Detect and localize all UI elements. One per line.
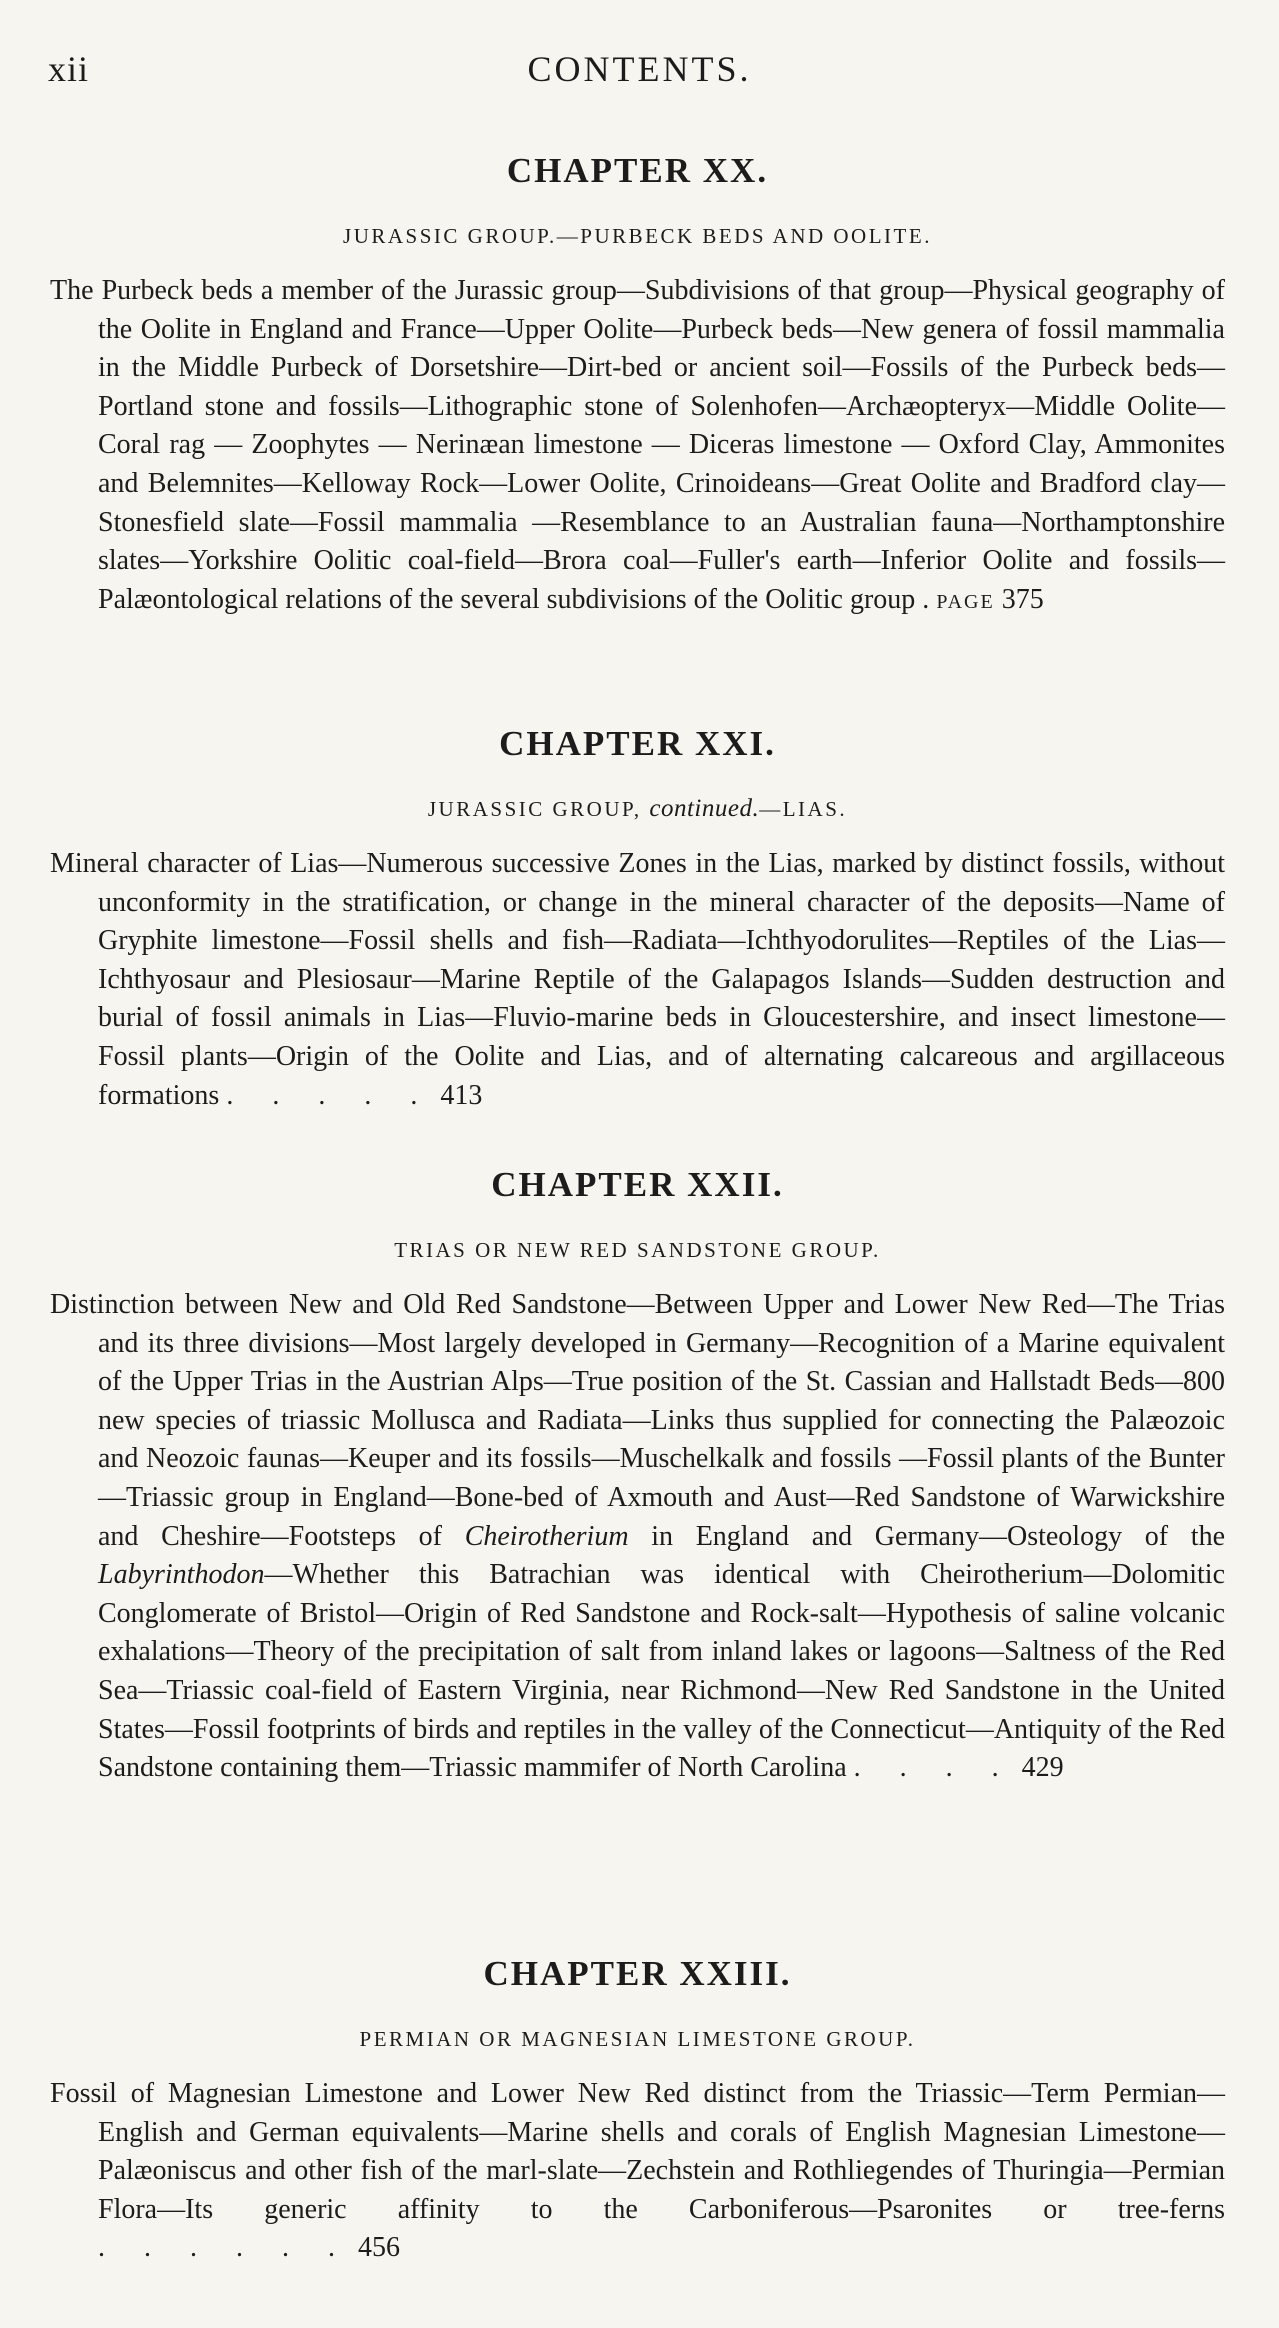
page-reference (854, 1752, 1064, 1783)
chapter-summary (50, 272, 1225, 621)
summary-text: Distinction between New and Old Red Sandstone—Between Upper and Lower New Red—The Trias and its three divisions—Most largely developed in Germany—Recognition of a Marine equivalent of the Upper Trias in the Austrian Alps—True position of the St. Cassian and Hallstadt Beds—800 new species of triassic Mollusca and Radiata—Links thus supplied for connecting the Palæozoic and Neozoic faunas—Keuper and its fossils—Muschelkalk and fossils —Fossil plants of the Bunter—Triassic group in England—Bone-bed of Axmouth and Aust—Red Sandstone of Warwickshire and Cheshire—Footsteps of (50, 1289, 1225, 1552)
page-number-ref: 375 (1001, 583, 1044, 615)
summary-text: Mineral character of Lias—Numerous successive Zones in the Lias, marked by distinct fossils, without unconformity in the stratification, or change in the mineral character of the deposits—Name of Gryphite limestone—Fossil shells and fish—Radiata—Ichthyodorulites—Reptiles of the Lias—Ichthyosaur and Plesiosaur—Marine Reptile of the Galapagos Islands—Sudden destruction and burial of fossil animals in Lias—Fluvio-marine beds in Gloucestershire, and insect limestone—Fossil plants—Origin of the Oolite and Lias, and of alternating calcareous and argillaceous formations (50, 848, 1225, 1111)
dot-leader: . . . . . (226, 1079, 434, 1111)
summary-text: in England and Germany—Osteology of the (628, 1520, 1225, 1552)
chapter-subtitle: PERMIAN OR MAGNESIAN LIMESTONE GROUP. (359, 2027, 916, 2051)
page-header (48, 40, 1231, 96)
chapter-title: CHAPTER XX. (506, 151, 769, 190)
summary-text: The Purbeck beds a member of the Jurassic group—Subdivisions of that group—Physical geography of the Oolite in England and France—Upper Oolite—Purbeck beds—New genera of fossil mammalia in the Middle Purbeck of Dorsetshire—Dirt-bed or ancient soil—Fossils of the Purbeck beds—Portland stone and fossils—Lithographic stone of Solenhofen—Archæopteryx—Middle Oolite—Coral rag — Zoophytes — Nerinæan limestone — Diceras limestone — Oxford Clay, Ammonites and Belemnites—Kelloway Rock—Lower Oolite, Crinoideans—Great Oolite and Bradford clay—Stonesfield slate—Fossil mammalia —Resemblance to an Australian fauna—Northamptonshire slates—Yorkshire Oolitic coal-field—Brora coal—Fuller's earth—Inferior Oolite and fossils—Palæontological relations of the several subdivisions of the Oolitic group . (50, 275, 1225, 615)
page-number-ref: 429 (1021, 1752, 1064, 1784)
chapter-subtitle (50, 795, 1225, 823)
running-head: CONTENTS. (527, 49, 752, 89)
chapter-summary (50, 845, 1225, 1115)
chapter-title: CHAPTER XXI. (499, 724, 776, 763)
summary-italic-term: Labyrinthodon (98, 1559, 265, 1591)
chapter-title: CHAPTER XXIII. (483, 1954, 792, 1993)
chapter-xxi (50, 723, 1225, 1143)
chapter-summary (50, 1286, 1225, 1788)
page-reference (98, 2232, 400, 2263)
page-reference (936, 584, 1043, 615)
page-reference (226, 1080, 482, 1111)
chapter-subtitle: TRIAS OR NEW RED SANDSTONE GROUP. (394, 1238, 881, 1262)
chapter-xxiii (50, 1953, 1225, 2296)
page-label: PAGE (936, 590, 995, 613)
subtitle-italic: continued. (649, 795, 760, 822)
subtitle-prefix: JURASSIC GROUP, (427, 797, 642, 821)
chapter-subtitle: JURASSIC GROUP.—PURBECK BEDS AND OOLITE. (343, 224, 932, 248)
summary-text: —Whether this Batrachian was identical with Cheirotherium—Dolomitic Conglomerate of Bristol—Origin of Red Sandstone and Rock-salt—Hypothesis of saline volcanic exhalations—Theory of the precipitation of salt from inland lakes or lagoons—Saltness of the Red Sea—Triassic coal-field of Eastern Virginia, near Richmond—New Red Sandstone in the United States—Fossil footprints of birds and reptiles in the valley of the Connecticut—Antiquity of the Red Sandstone containing them—Triassic mammifer of North Carolina (98, 1559, 1225, 1784)
page-number-ref: 413 (440, 1079, 483, 1111)
page-number-ref: 456 (358, 2232, 400, 2264)
chapter-summary (50, 2075, 1225, 2268)
dot-leader: . . . . . . (98, 2232, 351, 2264)
chapter-xx (50, 150, 1225, 649)
summary-italic-term: Cheirotherium (464, 1520, 629, 1552)
page-number: xii (48, 49, 90, 89)
summary-text: Fossil of Magnesian Limestone and Lower New Red distinct from the Triassic—Term Permian—English and German equivalents—Marine shells and corals of English Magnesian Limestone—Palæoniscus and other fish of the marl-slate—Zechstein and Rothliegendes of Thuringia—Permian Flora—Its generic affinity to the Carboniferous—Psaronites or tree-ferns (50, 2078, 1225, 2225)
chapter-title: CHAPTER XXII. (491, 1165, 784, 1204)
chapter-xxii (50, 1164, 1225, 1816)
subtitle-suffix: —LIAS. (759, 797, 848, 821)
dot-leader: . . . . (853, 1752, 1015, 1784)
